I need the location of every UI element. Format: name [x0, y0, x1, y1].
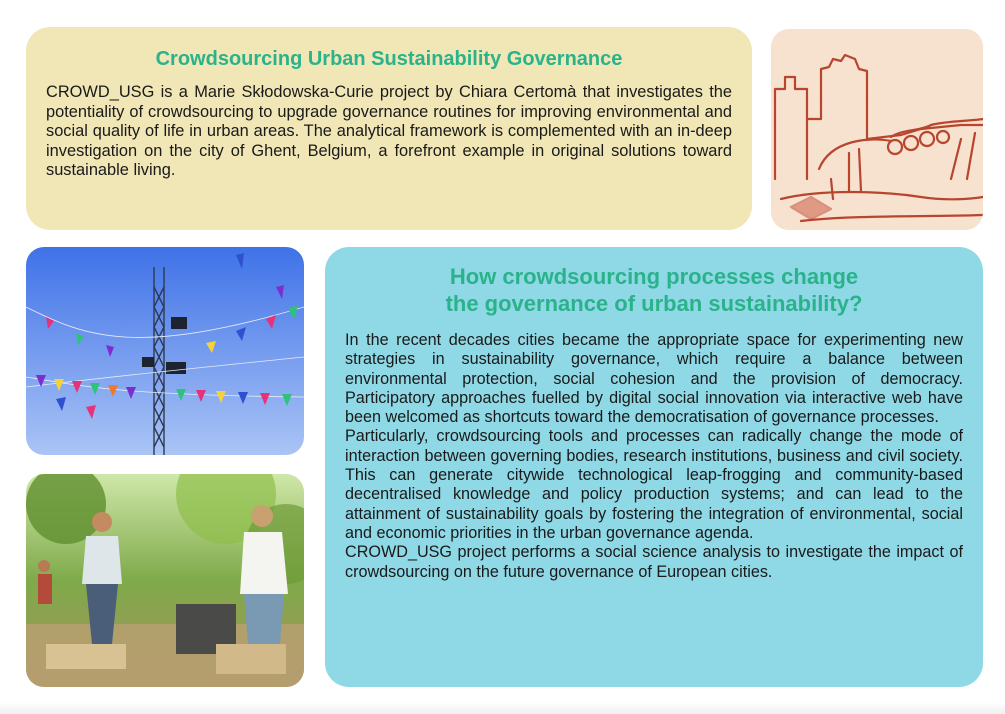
intro-text: CROWD_USG is a Marie Skłodowska-Curie project by Chiara Certomà that investigates the potentiality of crowdsourcing to upgrade governance routines for improving environmental and social quality of life in urban areas. The analytical framework is complemented with an in-deep investigation on the city of Ghent, Belgium, a forefront example in original solutions toward sustainable living. [46, 83, 732, 180]
bunting-flags-photo [26, 247, 304, 455]
main-paragraph-1: In the recent decades cities became the appropriate space for experimenting new strategies in sustainability governance, which require a balance between environmental protection, social cohesion and the provision of democracy. Participatory approaches fuelled by digital social innovation via interactive web have been welcomed as shortcuts toward the democratisation of governance processes. [345, 331, 963, 427]
main-title-line1: How crowdsourcing processes change [449, 264, 859, 289]
main-paragraph-3: CROWD_USG project performs a social science analysis to investigate the impact of crowdsourcing on the future governance of European cities. [345, 543, 963, 581]
main-card [325, 247, 983, 687]
intro-card [26, 27, 752, 230]
page-bottom-edge [0, 702, 1005, 714]
main-title [345, 263, 963, 317]
main-title-line2: the governance of urban sustainability? [445, 291, 863, 316]
main-paragraph-2: Particularly, crowdsourcing tools and processes can radically change the mode of interaction between governing bodies, research institutions, business and civil society. This can generate citywide technological leap-frogging and community-based decentralised knowledge and policy production systems; and can lead to the attainment of sustainability goals by fostering the integration of environmental, social and economic priorities in the urban governance agenda. [345, 427, 963, 542]
community-garden-photo [26, 474, 304, 687]
intro-title: Crowdsourcing Urban Sustainability Governance [155, 48, 623, 70]
city-sketch-image [771, 29, 983, 230]
